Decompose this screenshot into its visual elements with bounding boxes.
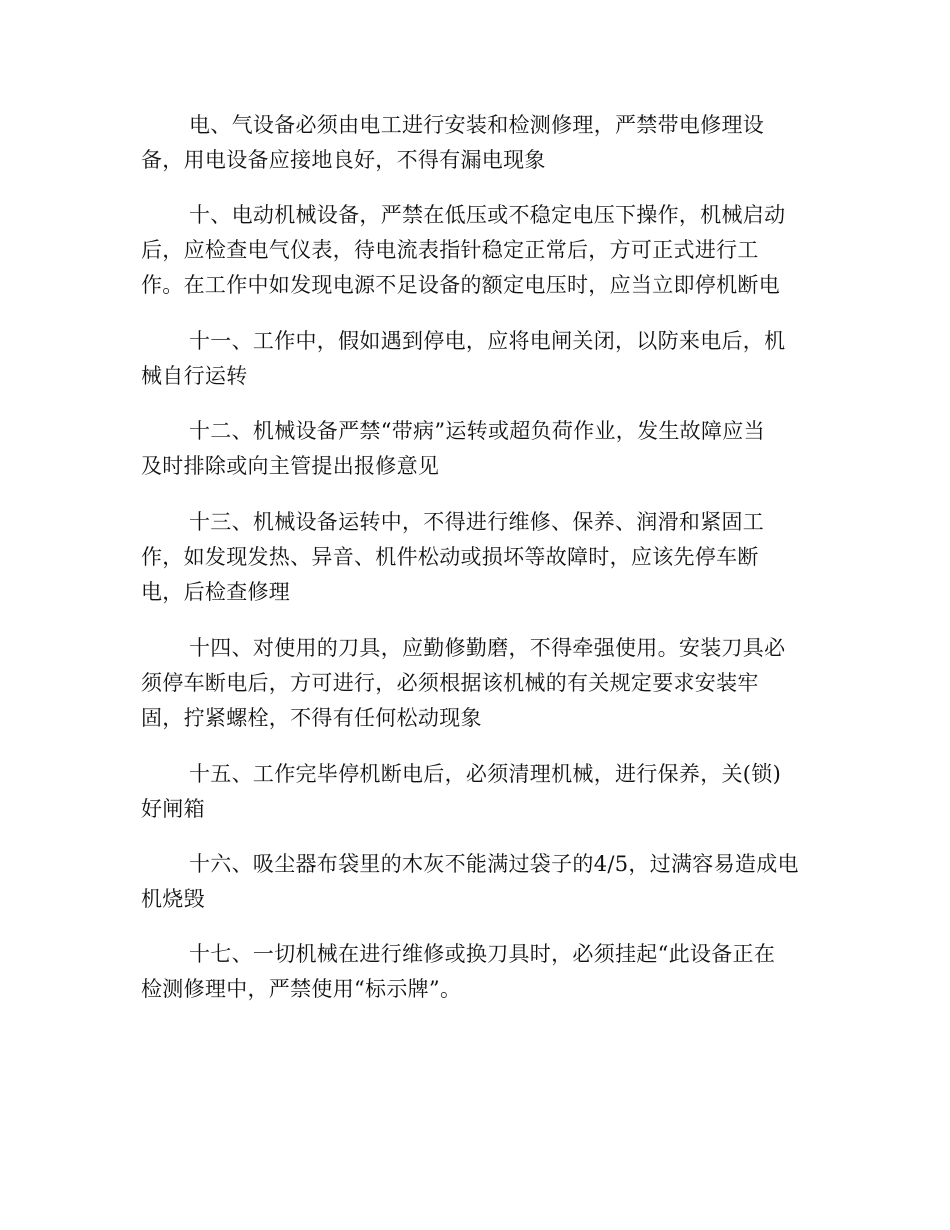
paragraph-line: 十六、吸尘器布袋里的木灰不能满过袋子的4/5，过满容易造成电 [189, 852, 799, 876]
paragraph-line: 检测修理中，严禁使用“标示牌”。 [141, 977, 462, 1001]
paragraph-line: 电，后检查修理 [141, 580, 291, 604]
paragraph-rule-11 [141, 324, 821, 394]
paragraph-rule-14 [141, 631, 821, 736]
paragraph-line: 须停车断电后，方可进行，必须根据该机械的有关规定要求安装牢 [141, 671, 759, 695]
paragraph-line: 十三、机械设备运转中，不得进行维修、保养、润滑和紧固工 [189, 510, 765, 534]
paragraph-line: 十五、工作完毕停机断电后，必须清理机械，进行保养，关(锁) [189, 762, 782, 786]
paragraph-rule-16 [141, 847, 821, 917]
paragraph-line: 及时排除或向主管提出报修意见 [141, 454, 440, 478]
paragraph-line: 好闸箱 [141, 797, 205, 821]
paragraph-line: 作。在工作中如发现电源不足设备的额定电压时，应当立即停机断电 [141, 273, 780, 297]
paragraph-rule-15 [141, 757, 821, 827]
paragraph-line: 十七、一切机械在进行维修或换刀具时，必须挂起“此设备正在 [189, 942, 776, 966]
paragraph-rule-12 [141, 414, 821, 484]
paragraph-rule-17 [141, 937, 821, 1007]
paragraph-rule-10 [141, 198, 821, 303]
paragraph-line: 十一、工作中，假如遇到停电，应将电闸关闭，以防来电后，机 [189, 329, 786, 353]
paragraph-electrical-equipment [141, 108, 821, 178]
paragraph-line: 十二、机械设备严禁“带病”运转或超负荷作业，发生故障应当 [189, 419, 765, 443]
paragraph-line: 后，应检查电气仪表，待电流表指针稳定正常后，方可正式进行工 [141, 238, 759, 262]
paragraph-line: 机烧毁 [141, 887, 205, 911]
paragraph-line: 械自行运转 [141, 364, 248, 388]
paragraph-line: 十四、对使用的刀具，应勤修勤磨，不得牵强使用。安装刀具必 [189, 636, 786, 660]
paragraph-rule-13 [141, 505, 821, 610]
paragraph-line: 作，如发现发热、异音、机件松动或损坏等故障时，应该先停车断 [141, 545, 759, 569]
paragraph-line: 固，拧紧螺栓，不得有任何松动现象 [141, 706, 482, 730]
paragraph-line: 十、电动机械设备，严禁在低压或不稳定电压下操作，机械启动 [189, 203, 786, 227]
paragraph-line: 备，用电设备应接地良好，不得有漏电现象 [141, 148, 546, 172]
paragraph-line: 电、气设备必须由电工进行安装和检测修理，严禁带电修理设 [189, 113, 765, 137]
